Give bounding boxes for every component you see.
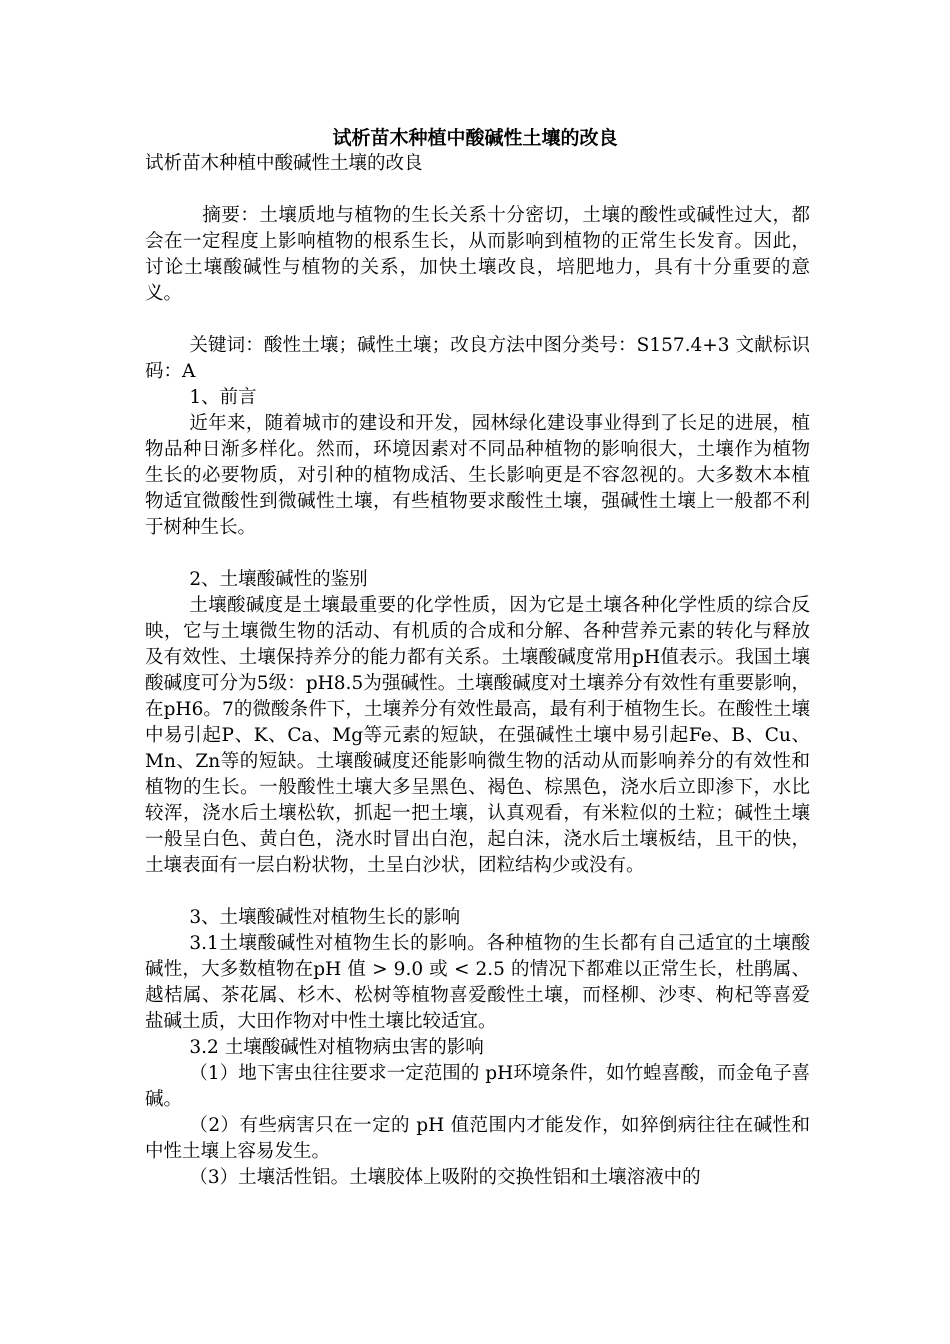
- document-body: [145, 151, 810, 1191]
- section-3-2-item-3: （3）土壤活性铝。土壤胶体上吸附的交换性铝和土壤溶液中的: [189, 1167, 701, 1188]
- section-3-2-item-1: （1）地下害虫往往要求一定范围的 pH环境条件，如竹蝗喜酸，而金龟子喜碱。: [145, 1063, 810, 1110]
- section-1-body: 近年来，随着城市的建设和开发，园林绿化建设事业得到了长足的进展，植物品种日渐多样化。然而，环境因素对不同品种植物的影响很大，土壤作为植物生长的必要物质，对引种的植物成活、生长影响更是不容忽视的。大多数木本植物适宜微酸性到微碱性土壤，有些植物要求酸性土壤，强碱性土壤上一般都不利于树种生长。: [145, 413, 810, 538]
- section-3-1-body: 3.1土壤酸碱性对植物生长的影响。各种植物的生长都有自己适宜的土壤酸碱性，大多数植物在pH 值 > 9.0 或 < 2.5 的情况下都难以正常生长，杜鹃属、越桔属、茶花属、杉木、松树等植物喜爱酸性土壤，而柽柳、沙枣、枸杞等喜爱盐碱土质，大田作物对中性土壤比较适宜。: [145, 933, 810, 1032]
- abstract-paragraph: 摘要：土壤质地与植物的生长关系十分密切，土壤的酸性或碱性过大，都会在一定程度上影响植物的根系生长，从而影响到植物的正常生长发育。因此，讨论土壤酸碱性与植物的关系，加快土壤改良，培肥地力，具有十分重要的意义。: [145, 205, 810, 304]
- section-2-heading: 2、土壤酸碱性的鉴别: [189, 569, 368, 590]
- section-3-2-heading: 3.2 土壤酸碱性对植物病虫害的影响: [189, 1037, 484, 1058]
- keywords-paragraph: 关键词：酸性土壤；碱性土壤；改良方法中图分类号：S157.4+3 文献标识码：A: [145, 335, 810, 382]
- document-subtitle: 试析苗木种植中酸碱性土壤的改良: [145, 153, 423, 174]
- section-3-heading: 3、土壤酸碱性对植物生长的影响: [189, 907, 461, 928]
- section-3-2-item-2: （2）有些病害只在一定的 pH 值范围内才能发作，如猝倒病往往在碱性和中性土壤上容易发生。: [145, 1115, 810, 1162]
- section-2-body: 土壤酸碱度是土壤最重要的化学性质，因为它是土壤各种化学性质的综合反映，它与土壤微生物的活动、有机质的合成和分解、各种营养元素的转化与释放及有效性、土壤保持养分的能力都有关系。土壤酸碱度常用pH值表示。我国土壤酸碱度可分为5级：pH8.5为强碱性。土壤酸碱度对土壤养分有效性有重要影响，在pH6。7的微酸条件下，土壤养分有效性最高，最有利于植物生长。在酸性土壤中易引起P、K、Ca、Mg等元素的短缺，在强碱性土壤中易引起Fe、B、Cu、Mn、Zn等的短缺。土壤酸碱度还能影响微生物的活动从而影响养分的有效性和植物的生长。一般酸性土壤大多呈黑色、褐色、棕黑色，浇水后立即渗下，水比较浑，浇水后土壤松软，抓起一把土壤，认真观看，有米粒似的土粒；碱性土壤一般呈白色、黄白色，浇水时冒出白泡，起白沫，浇水后土壤板结，且干的快，土壤表面有一层白粉状物，土呈白沙状，团粒结构少或没有。: [145, 595, 810, 876]
- section-1-heading: 1、前言: [189, 387, 257, 408]
- document-title: 试析苗木种植中酸碱性土壤的改良: [332, 127, 618, 149]
